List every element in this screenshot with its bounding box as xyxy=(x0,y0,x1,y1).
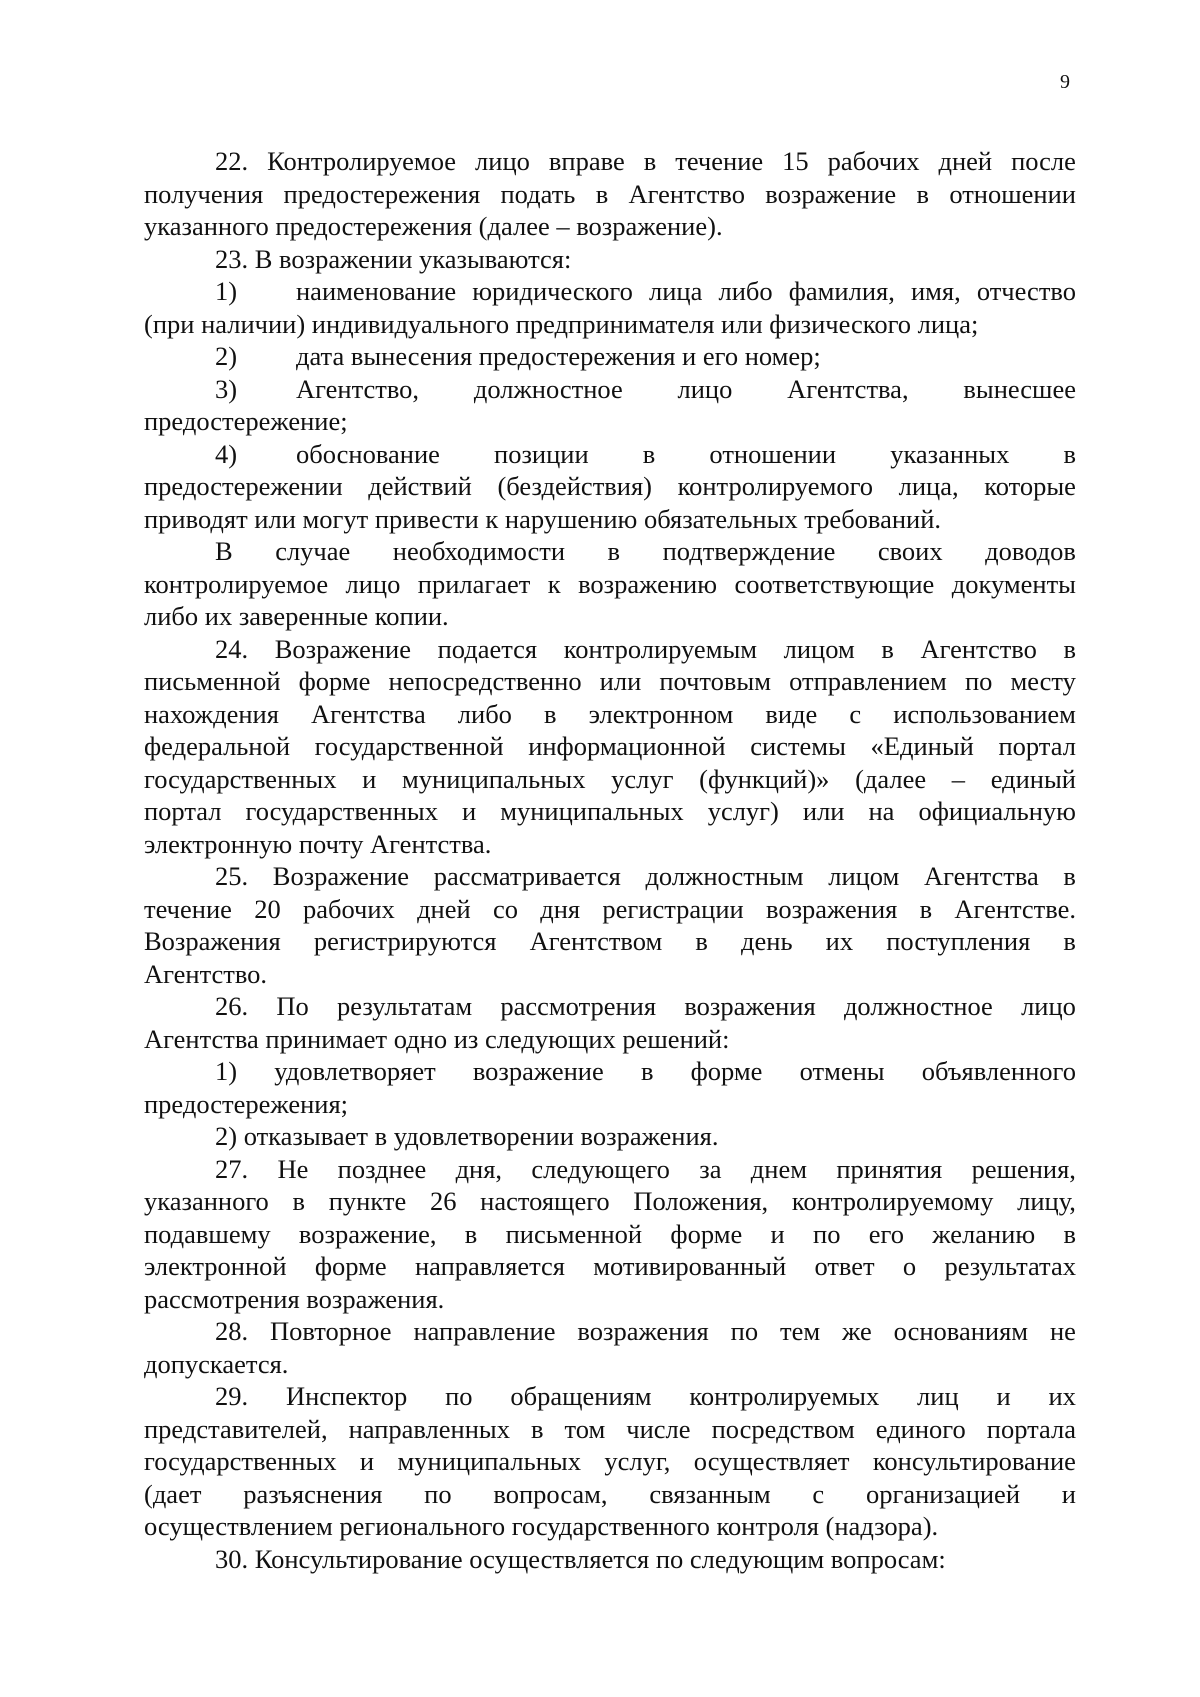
word: государственных xyxy=(144,763,337,794)
paragraph-26-item-1-line-2: предостережения; xyxy=(144,1088,348,1119)
word: действий xyxy=(368,471,472,501)
paragraph-23-case-line-2 xyxy=(144,568,1076,601)
word: связанным xyxy=(649,1478,771,1509)
word: в xyxy=(640,1056,654,1086)
word: возражение xyxy=(765,178,897,209)
word: в xyxy=(1063,1218,1076,1249)
word: или xyxy=(802,796,845,826)
word: информационной xyxy=(528,731,726,761)
paragraph-23-item-4 xyxy=(144,438,1076,471)
item-number: 4) xyxy=(215,438,238,469)
word: Агентства xyxy=(923,861,1039,891)
word: 24. xyxy=(215,633,249,664)
word: Агентством xyxy=(529,926,663,956)
word: ответ xyxy=(814,1251,875,1281)
word: «Единый xyxy=(870,731,974,761)
word: имя, xyxy=(910,276,961,306)
paragraph-24-line-2 xyxy=(144,665,1076,698)
word: лицо xyxy=(345,568,401,599)
word: дня, xyxy=(455,1153,503,1184)
word: указанного xyxy=(144,1186,269,1216)
word: направленных xyxy=(348,1413,510,1444)
paragraph-24-line-4 xyxy=(144,730,1076,763)
paragraph-22-line-3: указанного предостережения (далее – возражение). xyxy=(144,211,723,241)
word: по xyxy=(730,1316,759,1346)
word: контролируемого xyxy=(677,471,874,501)
word: регистрации xyxy=(602,893,744,924)
paragraph-23-item-4-line-3: приводят или могут привести к нарушению обязательных требований. xyxy=(144,503,942,534)
word: 20 xyxy=(254,893,281,924)
paragraph-25-line-3 xyxy=(144,925,1076,958)
word: регистрируются xyxy=(313,926,497,956)
word: консультирование xyxy=(872,1446,1076,1476)
word: в xyxy=(919,893,933,924)
word: и xyxy=(462,796,477,826)
word: рассмотрения xyxy=(500,991,657,1021)
word: отправлением xyxy=(789,666,947,696)
word: портала xyxy=(986,1413,1076,1444)
word: 29. xyxy=(215,1381,249,1411)
word: Не xyxy=(277,1153,309,1184)
word: форме xyxy=(298,666,371,696)
paragraph-29-line-5: осуществлением регионального государственного контроля (надзора). xyxy=(144,1511,939,1541)
word: по xyxy=(964,666,993,696)
word: лица, xyxy=(898,471,959,501)
word: и xyxy=(359,1446,375,1476)
word: почтовым xyxy=(659,666,772,696)
word: их xyxy=(825,926,854,956)
word: течение xyxy=(675,146,764,176)
word: в xyxy=(916,178,930,209)
word: удовлетворяет xyxy=(274,1056,436,1086)
word: за xyxy=(699,1153,722,1184)
word: необходимости xyxy=(392,536,566,566)
word: отчество xyxy=(976,276,1076,306)
word: контролируемое xyxy=(144,568,329,599)
word: обоснование xyxy=(296,438,440,469)
word: подавшему xyxy=(144,1218,271,1249)
word: подается xyxy=(437,633,538,664)
word: случае xyxy=(275,536,351,566)
paragraph-27-line-1 xyxy=(144,1153,1076,1186)
word: объявленного xyxy=(921,1056,1076,1086)
word: месту xyxy=(1010,666,1076,696)
word: отмены xyxy=(799,1056,885,1086)
word: в xyxy=(1063,861,1076,891)
paragraph-24-line-6 xyxy=(144,795,1076,828)
word: услуг, xyxy=(604,1446,671,1476)
paragraph-27-line-5: рассмотрения возражения. xyxy=(144,1283,445,1314)
paragraph-26-line-1 xyxy=(144,990,1076,1023)
word: посредством xyxy=(711,1413,855,1444)
word: их xyxy=(1048,1381,1076,1411)
word: единый xyxy=(990,763,1076,794)
word: Агентстве. xyxy=(954,893,1076,924)
word: Возражения xyxy=(144,926,281,956)
word: в xyxy=(642,438,656,469)
word: в xyxy=(881,633,894,664)
word: результатах xyxy=(944,1251,1076,1281)
word: следующего xyxy=(531,1153,670,1184)
word: прилагает xyxy=(417,568,531,599)
item-text xyxy=(296,438,1076,471)
word: 27. xyxy=(215,1153,249,1184)
word: портал xyxy=(998,731,1076,761)
word: рабочих xyxy=(302,893,395,924)
word: вопросам, xyxy=(493,1478,608,1509)
word: о xyxy=(902,1251,917,1281)
paragraph-26-line-2: Агентства принимает одно из следующих решений: xyxy=(144,1023,730,1054)
word: лиц xyxy=(917,1381,959,1411)
word: соответствующие xyxy=(734,568,935,599)
word: представителей, xyxy=(144,1413,328,1444)
word: Возражение xyxy=(272,861,410,891)
paragraph-28-line-2: допускается. xyxy=(144,1348,289,1379)
word: письменной xyxy=(505,1218,643,1249)
word: том xyxy=(564,1413,606,1444)
word: Инспектор xyxy=(285,1381,408,1411)
word: в xyxy=(1063,926,1076,956)
paragraph-30-line-1: 30. Консультирование осуществляется по следующим вопросам: xyxy=(215,1543,946,1574)
page-number: 9 xyxy=(1060,71,1070,93)
paragraph-22-line-1 xyxy=(144,145,1076,178)
paragraph-23-item-1 xyxy=(144,275,1076,308)
paragraph-29-line-3 xyxy=(144,1445,1076,1478)
paragraph-23-item-3-line-2: предостережение; xyxy=(144,406,348,436)
word: официальную xyxy=(918,796,1076,826)
word: отношении xyxy=(949,178,1076,209)
word: в xyxy=(643,146,657,176)
word: единого xyxy=(875,1413,966,1444)
word: рассматривается xyxy=(433,861,621,891)
paragraph-27-line-2 xyxy=(144,1185,1076,1218)
word: должностное xyxy=(843,991,993,1021)
word: Положения, xyxy=(633,1186,769,1216)
word: со xyxy=(492,893,518,924)
word: в xyxy=(595,178,609,209)
paragraph-23-item-2 xyxy=(144,340,1076,373)
word: предостережения xyxy=(283,178,481,209)
word: основаниям xyxy=(893,1316,1029,1346)
word: течение xyxy=(144,893,232,924)
paragraph-23-case-line-3: либо их заверенные копии. xyxy=(144,601,449,631)
word: 25. xyxy=(215,861,249,891)
word: в xyxy=(544,698,557,729)
word: муниципальных xyxy=(402,763,586,794)
word: нахождения xyxy=(144,698,279,729)
word: в xyxy=(464,1218,478,1249)
word: 22. xyxy=(215,146,249,176)
word: услуг) xyxy=(707,796,779,826)
item-text xyxy=(296,373,1076,406)
word: лицом xyxy=(828,861,900,891)
word: Агентство xyxy=(920,633,1037,664)
paragraph-23-item-4-line-2 xyxy=(144,470,1076,503)
word: желанию xyxy=(932,1218,1036,1249)
word: Контролируемое xyxy=(267,146,457,176)
word: предостережении xyxy=(144,471,343,501)
paragraph-22-line-2 xyxy=(144,178,1076,211)
word: и xyxy=(362,763,377,794)
paragraph-24-line-3 xyxy=(144,698,1076,731)
word: муниципальных xyxy=(397,1446,581,1476)
word: в xyxy=(1063,438,1076,469)
word: юридического xyxy=(472,276,633,306)
paragraph-26-item-2: 2) отказывает в удовлетворении возражения. xyxy=(215,1121,719,1151)
word: возражению xyxy=(578,568,718,599)
paragraph-26-item-1 xyxy=(144,1055,1076,1088)
word: разъяснения xyxy=(243,1478,383,1509)
paragraph-25-line-2 xyxy=(144,893,1076,926)
word: отношении xyxy=(709,438,837,469)
word: дня xyxy=(540,893,581,924)
paragraph-23-item-1-line-2: (при наличии) индивидуального предпринимателя или физического лица; xyxy=(144,308,979,339)
word: наименование xyxy=(296,276,457,306)
paragraph-24-line-7: электронную почту Агентства. xyxy=(144,828,492,859)
word: в xyxy=(530,1413,544,1444)
word: форме xyxy=(314,1251,387,1281)
word: на xyxy=(868,796,895,826)
word: доводов xyxy=(985,536,1076,566)
item-text: дата вынесения предостережения и его номер; xyxy=(296,341,821,371)
word: 28. xyxy=(215,1316,249,1346)
word: вправе xyxy=(548,146,625,176)
word: лица xyxy=(649,276,703,306)
word: лицо xyxy=(1021,991,1076,1021)
word: получения xyxy=(144,178,264,209)
item-number: 1) xyxy=(215,276,238,306)
word: дней xyxy=(417,893,471,924)
word: (далее xyxy=(855,763,927,794)
word: Агентство, xyxy=(296,373,420,404)
word: подать xyxy=(500,178,576,209)
paragraph-29-line-1 xyxy=(144,1380,1076,1413)
item-number: 2) xyxy=(215,341,238,371)
paragraph-29-line-4 xyxy=(144,1478,1076,1511)
paragraph-29-line-2 xyxy=(144,1413,1076,1446)
word: решения, xyxy=(971,1153,1076,1184)
word: государственных xyxy=(245,796,438,826)
word: подтверждение xyxy=(662,536,836,566)
word: Возражение xyxy=(274,633,411,664)
word: электронной xyxy=(144,1251,287,1281)
paragraph-27-line-4 xyxy=(144,1250,1076,1283)
paragraph-23-heading: 23. В возражении указываются: xyxy=(215,243,572,274)
word: по xyxy=(445,1381,473,1411)
word: (функций)» xyxy=(699,763,830,794)
word: обращениям xyxy=(510,1381,652,1411)
paragraph-25-line-1 xyxy=(144,860,1076,893)
word: тем xyxy=(780,1316,821,1346)
word: его xyxy=(868,1218,904,1249)
word: Агентства, xyxy=(787,373,909,404)
word: должностным xyxy=(645,861,804,891)
word: и xyxy=(770,1218,785,1249)
word: после xyxy=(1011,146,1076,176)
word: письменной xyxy=(144,666,281,696)
word: услуг xyxy=(611,763,674,794)
word: же xyxy=(842,1316,872,1346)
item-number: 3) xyxy=(215,373,238,404)
word: числе xyxy=(626,1413,691,1444)
word: результатам xyxy=(337,991,473,1021)
word: должностное xyxy=(473,373,623,404)
word: (бездействия) xyxy=(497,471,652,501)
word: возражение, xyxy=(298,1218,437,1249)
word: В xyxy=(215,536,233,566)
word: форме xyxy=(670,1218,743,1249)
word: осуществляет xyxy=(693,1446,850,1476)
paragraph-24-line-1 xyxy=(144,633,1076,666)
word: днем xyxy=(750,1153,807,1184)
word: Повторное xyxy=(270,1316,392,1346)
word: виде xyxy=(765,698,818,729)
word: использованием xyxy=(893,698,1076,729)
word: По xyxy=(276,991,309,1021)
paragraph-24-line-5 xyxy=(144,763,1076,796)
word: лицо xyxy=(677,373,733,404)
word: 15 xyxy=(782,146,809,176)
paragraph-23-case-line-1 xyxy=(144,535,1076,568)
word: к xyxy=(547,568,561,599)
word: муниципальных xyxy=(500,796,684,826)
word: Агентство xyxy=(628,178,745,209)
word: (дает xyxy=(144,1478,202,1509)
word: или xyxy=(599,666,642,696)
word: 26 xyxy=(429,1186,457,1216)
word: в xyxy=(292,1186,306,1216)
word: документы xyxy=(951,568,1076,599)
word: своих xyxy=(877,536,943,566)
word: контролируемым xyxy=(563,633,758,664)
paragraph-23-item-3 xyxy=(144,373,1076,406)
item-text xyxy=(296,275,1076,308)
document-body xyxy=(144,145,1076,1575)
word: возражения xyxy=(577,1316,709,1346)
word: непосредственно xyxy=(388,666,582,696)
word: и xyxy=(996,1381,1011,1411)
word: организацией xyxy=(865,1478,1020,1509)
word: не xyxy=(1049,1316,1076,1346)
word: настоящего xyxy=(480,1186,610,1216)
word: лицу, xyxy=(1017,1186,1076,1216)
word: пункте xyxy=(328,1186,407,1216)
word: возражения xyxy=(684,991,816,1021)
word: рабочих xyxy=(827,146,920,176)
word: указанных xyxy=(890,438,1010,469)
word: 1) xyxy=(215,1056,238,1086)
word: государственной xyxy=(314,731,504,761)
word: день xyxy=(741,926,793,956)
word: принятия xyxy=(836,1153,943,1184)
word: форме xyxy=(690,1056,763,1086)
word: в xyxy=(607,536,621,566)
word: электронном xyxy=(588,698,734,729)
word: мотивированный xyxy=(593,1251,787,1281)
word: портал xyxy=(144,796,222,826)
paragraph-25-line-4: Агентство. xyxy=(144,958,268,989)
word: с xyxy=(812,1478,825,1509)
word: позиции xyxy=(494,438,589,469)
word: направление xyxy=(413,1316,556,1346)
word: возражение xyxy=(472,1056,604,1086)
word: фамилия, xyxy=(788,276,895,306)
word: дней xyxy=(938,146,993,176)
word: в xyxy=(695,926,708,956)
word: системы xyxy=(750,731,846,761)
word: которые xyxy=(984,471,1076,501)
word: лицом xyxy=(783,633,855,664)
word: либо xyxy=(457,698,512,729)
word: федеральной xyxy=(144,731,290,761)
word: 26. xyxy=(215,991,249,1021)
word: либо xyxy=(718,276,773,306)
word: позднее xyxy=(337,1153,427,1184)
word: направляется xyxy=(414,1251,565,1281)
word: государственных xyxy=(144,1446,337,1476)
word: возражения xyxy=(765,893,898,924)
word: контролируемому xyxy=(791,1186,994,1216)
word: лицо xyxy=(475,146,530,176)
word: с xyxy=(849,698,862,729)
word: по xyxy=(813,1218,841,1249)
word: Агентства xyxy=(310,698,426,729)
word: в xyxy=(1063,633,1076,664)
word: и xyxy=(1061,1478,1076,1509)
word: поступления xyxy=(886,926,1031,956)
word: – xyxy=(951,763,966,794)
word: по xyxy=(424,1478,452,1509)
word: вынесшее xyxy=(963,373,1076,404)
paragraph-28-line-1 xyxy=(144,1315,1076,1348)
word: контролируемых xyxy=(689,1381,880,1411)
paragraph-27-line-3 xyxy=(144,1218,1076,1251)
